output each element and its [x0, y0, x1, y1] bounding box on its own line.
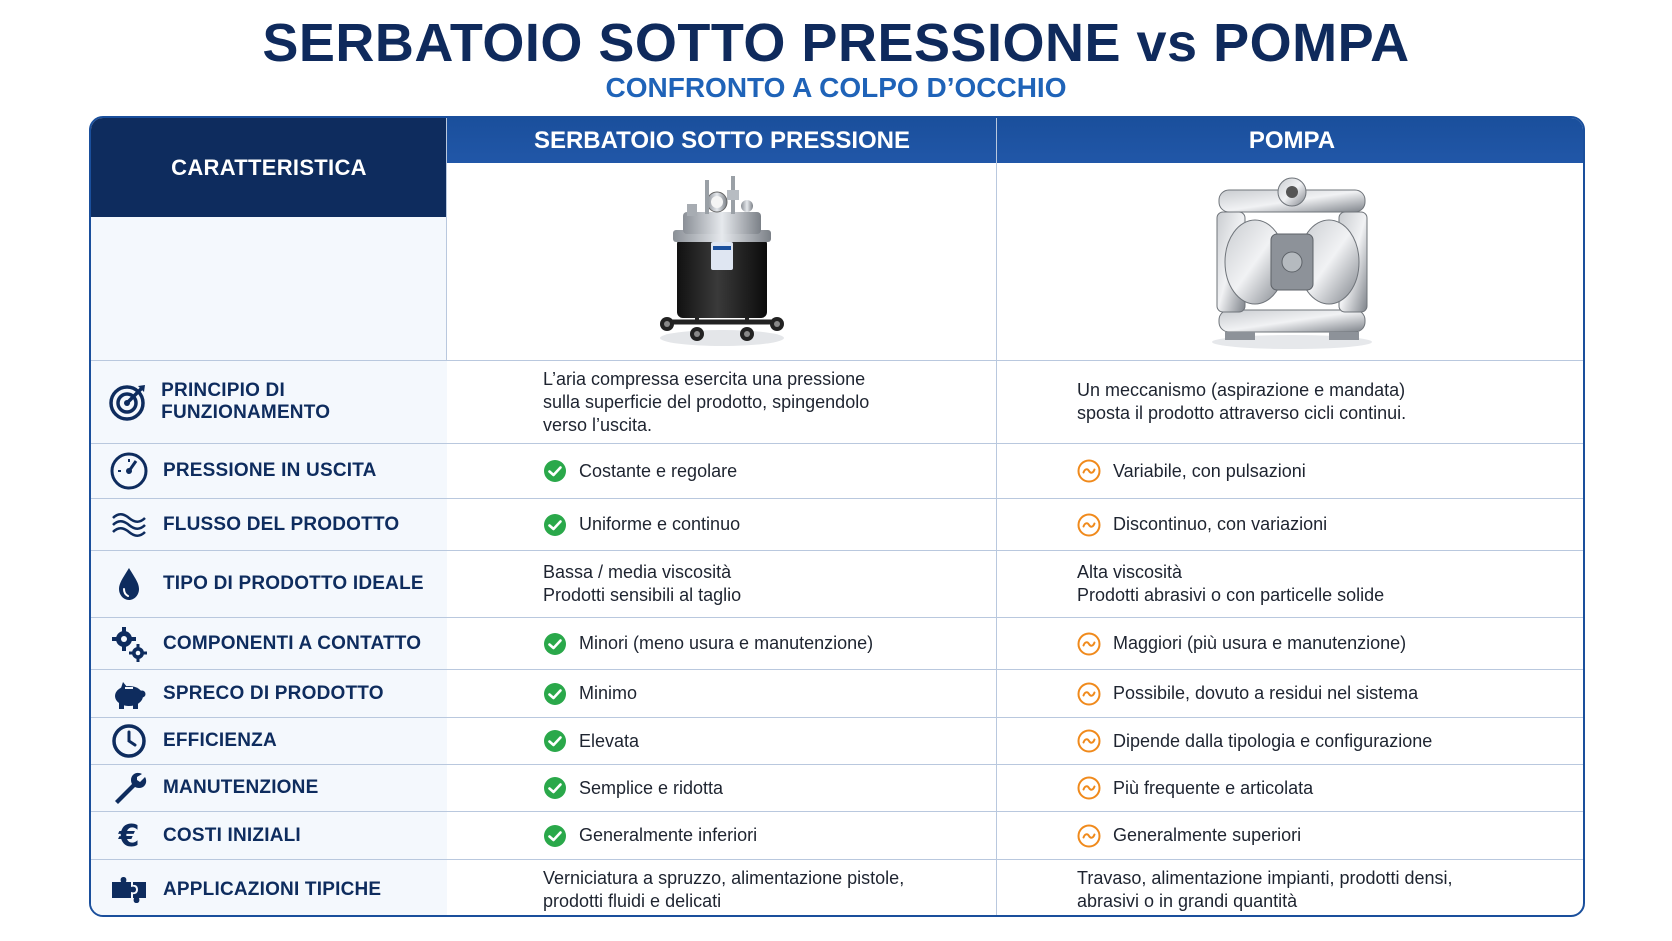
target-icon	[107, 380, 149, 424]
tank-value-cell	[447, 499, 997, 550]
header-blank-cell	[91, 217, 447, 360]
tilde-icon	[1077, 632, 1101, 656]
table-row	[91, 718, 1585, 764]
table-row	[91, 499, 1585, 550]
tilde-icon	[1077, 682, 1101, 706]
row-label-cell	[91, 618, 447, 669]
feature-column-header: CARATTERISTICA	[91, 118, 447, 217]
tank-value-cell	[447, 444, 997, 498]
table-row	[91, 444, 1585, 498]
pump-value: Più frequente e articolata	[1113, 777, 1314, 798]
table-row	[91, 765, 1585, 811]
table-row	[91, 551, 1585, 617]
tank-value-cell	[447, 718, 997, 764]
pump-value: Travaso, alimentazione impianti, prodotti densi, abrasivi o in grandi quantità	[1077, 867, 1453, 911]
drop-icon	[107, 562, 151, 606]
row-label: FLUSSO DEL PRODOTTO	[163, 513, 400, 535]
pressure-tank-image	[447, 163, 997, 360]
tilde-icon	[1077, 824, 1101, 848]
check-icon	[543, 513, 567, 537]
tank-value: L’aria compressa esercita una pressione sulla superficie del prodotto, spingendolo verso l’uscita.	[543, 368, 870, 435]
pump-value: Possibile, dovuto a residui nel sistema	[1113, 683, 1419, 703]
pump-value: Discontinuo, con variazioni	[1113, 514, 1328, 534]
row-label-cell	[91, 765, 447, 811]
row-label: PRINCIPIO DI FUNZIONAMENTO	[161, 380, 331, 423]
tank-value: Bassa / media viscosità Prodotti sensibili al taglio	[543, 562, 742, 605]
row-label-cell	[91, 812, 447, 859]
page-subtitle: CONFRONTO A COLPO D’OCCHIO	[605, 72, 1067, 103]
pump-value: Generalmente superiori	[1113, 825, 1302, 845]
table-row	[91, 812, 1585, 859]
check-icon	[543, 682, 567, 706]
table-row	[91, 860, 1585, 917]
check-icon	[543, 632, 567, 656]
pump-value-cell	[997, 670, 1585, 717]
table-row	[91, 618, 1585, 669]
gauge-icon	[107, 449, 151, 493]
puzzle-icon	[107, 868, 151, 912]
comparison-table	[89, 116, 1585, 917]
row-label-cell	[91, 499, 447, 550]
pump-value-cell	[997, 812, 1585, 859]
tank-column-header: SERBATOIO SOTTO PRESSIONE	[447, 118, 997, 163]
table-row	[91, 670, 1585, 717]
row-label: SPRECO DI PRODOTTO	[163, 682, 384, 704]
tank-value: Elevata	[579, 730, 640, 751]
clock-icon	[107, 719, 151, 763]
tank-value: Verniciatura a spruzzo, alimentazione pistole, prodotti fluidi e delicati	[543, 867, 905, 911]
diaphragm-pump-image	[997, 163, 1585, 360]
pump-value: Un meccanismo (aspirazione e mandata) sposta il prodotto attraverso cicli continui.	[1077, 380, 1407, 423]
row-label: COSTI INIZIALI	[163, 824, 301, 846]
tank-value: Semplice e ridotta	[579, 777, 724, 798]
row-label-cell	[91, 361, 447, 443]
row-label-cell	[91, 718, 447, 764]
pump-value: Alta viscosità Prodotti abrasivi o con particelle solide	[1077, 562, 1385, 605]
pump-value: Dipende dalla tipologia e configurazione	[1113, 730, 1433, 751]
tank-value-cell	[447, 670, 997, 717]
page-title: SERBATOIO SOTTO PRESSIONE vs POMPA	[262, 13, 1410, 73]
tank-value: Minimo	[579, 683, 638, 703]
pump-value-cell	[997, 444, 1585, 498]
euro-icon	[107, 814, 151, 858]
pump-value-cell	[997, 718, 1585, 764]
tank-value-cell	[447, 618, 997, 669]
check-icon	[543, 824, 567, 848]
check-icon	[543, 459, 567, 483]
pump-value: Maggiori (più usura e manutenzione)	[1113, 633, 1407, 653]
tilde-icon	[1077, 776, 1101, 800]
tilde-icon	[1077, 459, 1101, 483]
gears-icon	[107, 622, 151, 666]
tank-value: Uniforme e continuo	[579, 514, 741, 534]
wrench-icon	[107, 766, 151, 810]
svg-text:€: €	[118, 818, 140, 854]
tank-value: Generalmente inferiori	[579, 825, 758, 845]
row-label: EFFICIENZA	[163, 730, 277, 751]
row-label: TIPO DI PRODOTTO IDEALE	[163, 573, 424, 594]
pump-value-cell	[997, 765, 1585, 811]
tank-value: Minori (meno usura e manutenzione)	[579, 633, 874, 653]
tilde-icon	[1077, 729, 1101, 753]
check-icon	[543, 776, 567, 800]
row-label: PRESSIONE IN USCITA	[163, 460, 377, 481]
row-label: COMPONENTI A CONTATTO	[163, 632, 422, 654]
row-label-cell	[91, 551, 447, 617]
row-label: MANUTENZIONE	[163, 777, 319, 798]
tank-value-cell	[447, 812, 997, 859]
pump-value-cell	[997, 499, 1585, 550]
tilde-icon	[1077, 513, 1101, 537]
row-label-cell	[91, 670, 447, 717]
row-label-cell	[91, 860, 447, 917]
piggy-bank-icon	[107, 672, 151, 716]
pump-column-header: POMPA	[997, 118, 1585, 163]
tank-value: Costante e regolare	[579, 460, 738, 481]
table-row	[91, 361, 1585, 443]
check-icon	[543, 729, 567, 753]
pump-value: Variabile, con pulsazioni	[1113, 460, 1306, 481]
row-label: APPLICAZIONI TIPICHE	[163, 878, 382, 900]
waves-icon	[107, 503, 151, 547]
tank-value-cell	[447, 765, 997, 811]
pump-value-cell	[997, 618, 1585, 669]
row-label-cell	[91, 444, 447, 498]
